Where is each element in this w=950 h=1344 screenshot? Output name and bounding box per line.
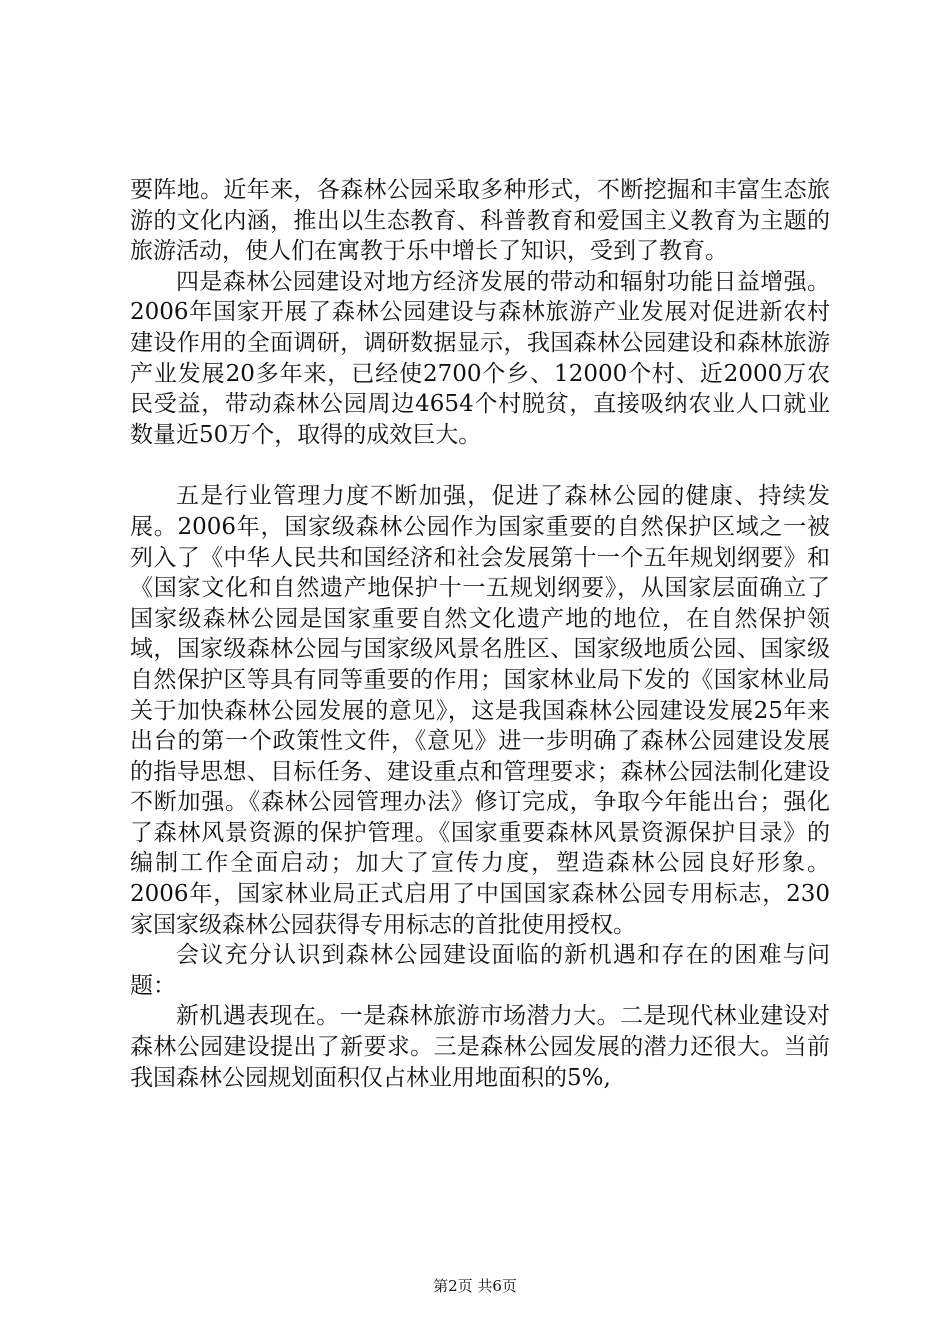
paragraph-new-opportunities: 新机遇表现在。一是森林旅游市场潜力大。二是现代林业建设对森林公园建设提出了新要求。三是森林公园发展的潜力还很大。当前我国森林公园规划面积仅占林业用地面积的5%,	[130, 1003, 830, 1091]
body-text	[130, 175, 830, 1093]
paragraph-continuation: 要阵地。近年来，各森林公园采取多种形式，不断挖掘和丰富生态旅游的文化内涵，推出以生态教育、科普教育和爱国主义教育为主题的旅游活动，使人们在寓教于乐中增长了知识，受到了教育。	[130, 177, 830, 265]
paragraph-point-four: 四是森林公园建设对地方经济发展的带动和辐射功能日益增强。2006年国家开展了森林公园建设与森林旅游产业发展对促进新农村建设作用的全面调研，调研数据显示，我国森林公园建设和森林旅游产业发展20多年来，已经使2700个乡、12000个村、近2000万农民受益，带动森林公园周边4654个村脱贫，直接吸纳农业人口就业数量近50万个，取得的成效巨大。	[130, 268, 830, 448]
page-footer: 第2页 共6页	[433, 1277, 517, 1295]
paragraph-meeting-recognition: 会议充分认识到森林公园建设面临的新机遇和存在的困难与问题：	[130, 942, 830, 999]
paragraph-point-five: 五是行业管理力度不断加强，促进了森林公园的健康、持续发展。2006年，国家级森林公园作为国家重要的自然保护区域之一被列入了《中华人民共和国经济和社会发展第十一个五年规划纲要》和《国家文化和自然遗产地保护十一五规划纲要》，从国家层面确立了国家级森林公园是国家重要自然文化遗产地的地位，在自然保护领域，国家级森林公园与国家级风景名胜区、国家级地质公园、国家级自然保护区等具有同等重要的作用；国家林业局下发的《国家林业局关于加快森林公园发展的意见》，这是我国森林公园建设发展25年来出台的第一个政策性文件，《意见》进一步明确了森林公园建设发展的指导思想、目标任务、建设重点和管理要求；森林公园法制化建设不断加强。《森林公园管理办法》修订完成，争取今年能出台；强化了森林风景资源的保护管理。《国家重要森林风景资源保护目录》的编制工作全面启动；加大了宣传力度，塑造森林公园良好形象。2006年，国家林业局正式启用了中国国家森林公园专用标志，230家国家级森林公园获得专用标志的首批使用授权。	[130, 483, 830, 938]
